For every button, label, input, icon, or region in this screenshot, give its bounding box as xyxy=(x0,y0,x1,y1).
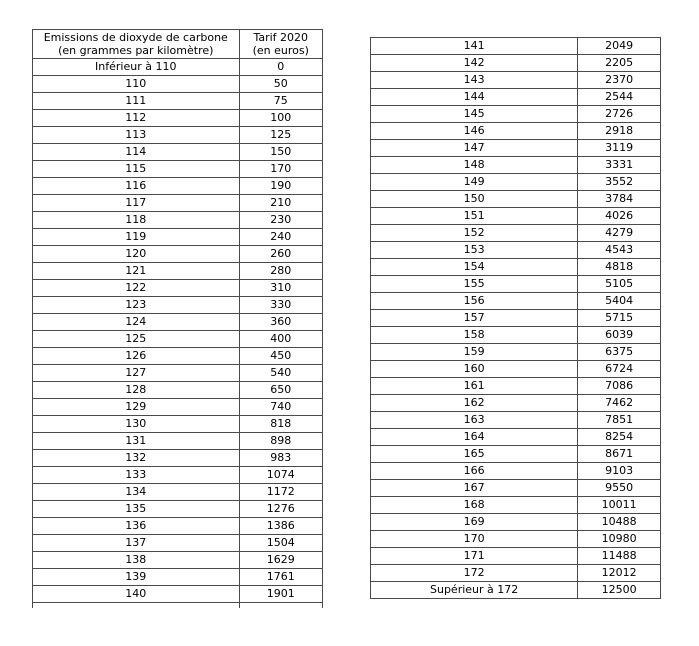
emission-cell: 153 xyxy=(371,242,578,259)
tarif-cell: 4279 xyxy=(578,225,661,242)
emission-cell: 111 xyxy=(33,93,240,110)
tarif-cell: 2370 xyxy=(578,72,661,89)
table-row xyxy=(371,89,661,106)
emission-cell: 133 xyxy=(33,467,240,484)
emission-cell: 165 xyxy=(371,446,578,463)
tariff-table-right xyxy=(370,37,661,599)
table-row xyxy=(371,463,661,480)
tarif-cell: 4543 xyxy=(578,242,661,259)
table-row xyxy=(371,106,661,123)
emission-cell: Inférieur à 110 xyxy=(33,59,240,76)
table-row xyxy=(371,293,661,310)
tarif-cell: 10488 xyxy=(578,514,661,531)
emission-cell: 158 xyxy=(371,327,578,344)
table-row xyxy=(33,212,323,229)
tarif-cell: 230 xyxy=(239,212,322,229)
emission-cell: 169 xyxy=(371,514,578,531)
tarif-cell: 125 xyxy=(239,127,322,144)
tarif-cell: 3119 xyxy=(578,140,661,157)
table-row xyxy=(33,518,323,535)
table-row xyxy=(33,110,323,127)
table-row xyxy=(33,314,323,331)
table-row xyxy=(33,331,323,348)
tarif-cell: 1504 xyxy=(239,535,322,552)
emission-cell: 114 xyxy=(33,144,240,161)
emission-cell: 117 xyxy=(33,195,240,212)
emission-cell: 131 xyxy=(33,433,240,450)
table-row xyxy=(33,501,323,518)
emission-cell: 150 xyxy=(371,191,578,208)
table-row xyxy=(371,344,661,361)
emission-cell: 159 xyxy=(371,344,578,361)
emission-cell: 110 xyxy=(33,76,240,93)
emission-cell: 147 xyxy=(371,140,578,157)
table-row xyxy=(33,569,323,586)
emission-cell: 132 xyxy=(33,450,240,467)
tarif-cell: 1761 xyxy=(239,569,322,586)
tarif-cell: 210 xyxy=(239,195,322,212)
table-row xyxy=(33,365,323,382)
emission-cell: Supérieur à 172 xyxy=(371,582,578,599)
table-row xyxy=(371,378,661,395)
table-row xyxy=(371,259,661,276)
table-row xyxy=(33,586,323,603)
tarif-cell: 2544 xyxy=(578,89,661,106)
table-row xyxy=(371,395,661,412)
table-row xyxy=(33,263,323,280)
table-row xyxy=(33,178,323,195)
emission-cell: 146 xyxy=(371,123,578,140)
tarif-cell: 898 xyxy=(239,433,322,450)
tarif-cell: 150 xyxy=(239,144,322,161)
table-row xyxy=(33,280,323,297)
table-row xyxy=(371,446,661,463)
tarif-cell: 2918 xyxy=(578,123,661,140)
tarif-cell: 2049 xyxy=(578,38,661,55)
emission-cell: 139 xyxy=(33,569,240,586)
table-row xyxy=(371,38,661,55)
table-row xyxy=(33,450,323,467)
table-row xyxy=(371,582,661,599)
table-row xyxy=(33,93,323,110)
emission-cell: 149 xyxy=(371,174,578,191)
header-emissions xyxy=(33,30,240,59)
table-row xyxy=(33,297,323,314)
emission-cell: 148 xyxy=(371,157,578,174)
table-row xyxy=(33,195,323,212)
emission-cell: 116 xyxy=(33,178,240,195)
tarif-cell: 5105 xyxy=(578,276,661,293)
emission-cell: 129 xyxy=(33,399,240,416)
emission-cell: 160 xyxy=(371,361,578,378)
header-tarif-line1: Tarif 2020 xyxy=(253,31,309,44)
emission-cell: 155 xyxy=(371,276,578,293)
table-row xyxy=(371,174,661,191)
tarif-cell: 190 xyxy=(239,178,322,195)
header-emissions-line1: Emissions de dioxyde de carbone xyxy=(43,31,228,44)
tarif-cell: 2205 xyxy=(578,55,661,72)
table-row xyxy=(371,225,661,242)
tarif-cell: 650 xyxy=(239,382,322,399)
tarif-cell: 1901 xyxy=(239,586,322,603)
emission-cell: 127 xyxy=(33,365,240,382)
tarif-cell: 9103 xyxy=(578,463,661,480)
emission-cell: 126 xyxy=(33,348,240,365)
tarif-cell: 330 xyxy=(239,297,322,314)
table-row xyxy=(33,246,323,263)
tarif-cell: 75 xyxy=(239,93,322,110)
table-row xyxy=(33,382,323,399)
table-row xyxy=(371,242,661,259)
tarif-cell: 100 xyxy=(239,110,322,127)
tarif-cell: 7462 xyxy=(578,395,661,412)
header-tarif xyxy=(239,30,322,59)
tarif-cell: 11488 xyxy=(578,548,661,565)
table-row xyxy=(33,161,323,178)
table-cell-empty xyxy=(33,603,240,609)
table-row xyxy=(371,514,661,531)
table-row xyxy=(33,416,323,433)
tariff-table-left xyxy=(32,29,323,608)
table-row xyxy=(371,412,661,429)
tarif-cell: 8671 xyxy=(578,446,661,463)
tarif-cell: 7851 xyxy=(578,412,661,429)
emission-cell: 130 xyxy=(33,416,240,433)
table-row xyxy=(371,310,661,327)
tarif-cell: 5715 xyxy=(578,310,661,327)
tarif-cell: 6375 xyxy=(578,344,661,361)
tarif-cell: 3784 xyxy=(578,191,661,208)
emission-cell: 123 xyxy=(33,297,240,314)
tarif-cell: 170 xyxy=(239,161,322,178)
tarif-cell: 240 xyxy=(239,229,322,246)
tarif-cell: 260 xyxy=(239,246,322,263)
table-row xyxy=(33,467,323,484)
emission-cell: 134 xyxy=(33,484,240,501)
table-cell-empty xyxy=(239,603,322,609)
table-row xyxy=(371,480,661,497)
tarif-cell: 360 xyxy=(239,314,322,331)
tarif-cell: 12500 xyxy=(578,582,661,599)
tarif-cell: 6724 xyxy=(578,361,661,378)
tarif-cell: 0 xyxy=(239,59,322,76)
emission-cell: 152 xyxy=(371,225,578,242)
emission-cell: 118 xyxy=(33,212,240,229)
emission-cell: 164 xyxy=(371,429,578,446)
tarif-cell: 450 xyxy=(239,348,322,365)
emission-cell: 145 xyxy=(371,106,578,123)
tarif-cell: 2726 xyxy=(578,106,661,123)
table-row xyxy=(33,433,323,450)
table-row xyxy=(371,72,661,89)
emission-cell: 151 xyxy=(371,208,578,225)
table-row xyxy=(371,327,661,344)
emission-cell: 167 xyxy=(371,480,578,497)
emission-cell: 143 xyxy=(371,72,578,89)
emission-cell: 166 xyxy=(371,463,578,480)
table-row xyxy=(33,535,323,552)
emission-cell: 120 xyxy=(33,246,240,263)
tarif-cell: 12012 xyxy=(578,565,661,582)
emission-cell: 163 xyxy=(371,412,578,429)
emission-cell: 168 xyxy=(371,497,578,514)
emission-cell: 142 xyxy=(371,55,578,72)
right-table-body xyxy=(371,38,661,599)
tarif-cell: 5404 xyxy=(578,293,661,310)
emission-cell: 122 xyxy=(33,280,240,297)
table-row xyxy=(33,144,323,161)
table-row xyxy=(33,484,323,501)
table-row xyxy=(371,497,661,514)
emission-cell: 171 xyxy=(371,548,578,565)
tarif-cell: 50 xyxy=(239,76,322,93)
tarif-cell: 1386 xyxy=(239,518,322,535)
tarif-cell: 4818 xyxy=(578,259,661,276)
emission-cell: 156 xyxy=(371,293,578,310)
table-row xyxy=(33,127,323,144)
table-row xyxy=(371,548,661,565)
tarif-cell: 1629 xyxy=(239,552,322,569)
tarif-cell: 3552 xyxy=(578,174,661,191)
emission-cell: 137 xyxy=(33,535,240,552)
header-tarif-line2: (en euros) xyxy=(252,44,309,57)
table-row xyxy=(33,229,323,246)
emission-cell: 115 xyxy=(33,161,240,178)
tarif-cell: 10011 xyxy=(578,497,661,514)
tarif-cell: 983 xyxy=(239,450,322,467)
tarif-cell: 10980 xyxy=(578,531,661,548)
emission-cell: 172 xyxy=(371,565,578,582)
table-row xyxy=(371,157,661,174)
table-row xyxy=(371,565,661,582)
tarif-cell: 400 xyxy=(239,331,322,348)
table-row xyxy=(33,76,323,93)
tarif-cell: 1074 xyxy=(239,467,322,484)
emission-cell: 162 xyxy=(371,395,578,412)
emission-cell: 136 xyxy=(33,518,240,535)
table-row xyxy=(371,191,661,208)
emission-cell: 112 xyxy=(33,110,240,127)
emission-cell: 138 xyxy=(33,552,240,569)
tarif-cell: 3331 xyxy=(578,157,661,174)
table-row xyxy=(33,399,323,416)
tarif-cell: 310 xyxy=(239,280,322,297)
emission-cell: 170 xyxy=(371,531,578,548)
emission-cell: 128 xyxy=(33,382,240,399)
emission-cell: 154 xyxy=(371,259,578,276)
emission-cell: 141 xyxy=(371,38,578,55)
tarif-cell: 818 xyxy=(239,416,322,433)
tarif-cell: 1172 xyxy=(239,484,322,501)
tarif-cell: 6039 xyxy=(578,327,661,344)
emission-cell: 125 xyxy=(33,331,240,348)
emission-cell: 121 xyxy=(33,263,240,280)
header-emissions-line2: (en grammes par kilomètre) xyxy=(58,44,214,57)
table-row xyxy=(371,429,661,446)
emission-cell: 161 xyxy=(371,378,578,395)
emission-cell: 124 xyxy=(33,314,240,331)
table-header-row xyxy=(33,30,323,59)
table-row-continuation xyxy=(33,603,323,609)
emission-cell: 157 xyxy=(371,310,578,327)
tarif-cell: 9550 xyxy=(578,480,661,497)
table-row xyxy=(33,552,323,569)
emission-cell: 144 xyxy=(371,89,578,106)
emission-cell: 113 xyxy=(33,127,240,144)
table-row xyxy=(33,59,323,76)
emission-cell: 140 xyxy=(33,586,240,603)
tarif-cell: 280 xyxy=(239,263,322,280)
tarif-cell: 1276 xyxy=(239,501,322,518)
table-row xyxy=(33,348,323,365)
table-row xyxy=(371,208,661,225)
table-row xyxy=(371,55,661,72)
tarif-cell: 7086 xyxy=(578,378,661,395)
tarif-cell: 740 xyxy=(239,399,322,416)
emission-cell: 119 xyxy=(33,229,240,246)
table-row xyxy=(371,531,661,548)
tarif-cell: 4026 xyxy=(578,208,661,225)
tarif-cell: 8254 xyxy=(578,429,661,446)
left-table-body xyxy=(33,59,323,603)
table-row xyxy=(371,276,661,293)
tarif-cell: 540 xyxy=(239,365,322,382)
table-row xyxy=(371,140,661,157)
table-row xyxy=(371,361,661,378)
emission-cell: 135 xyxy=(33,501,240,518)
table-row xyxy=(371,123,661,140)
